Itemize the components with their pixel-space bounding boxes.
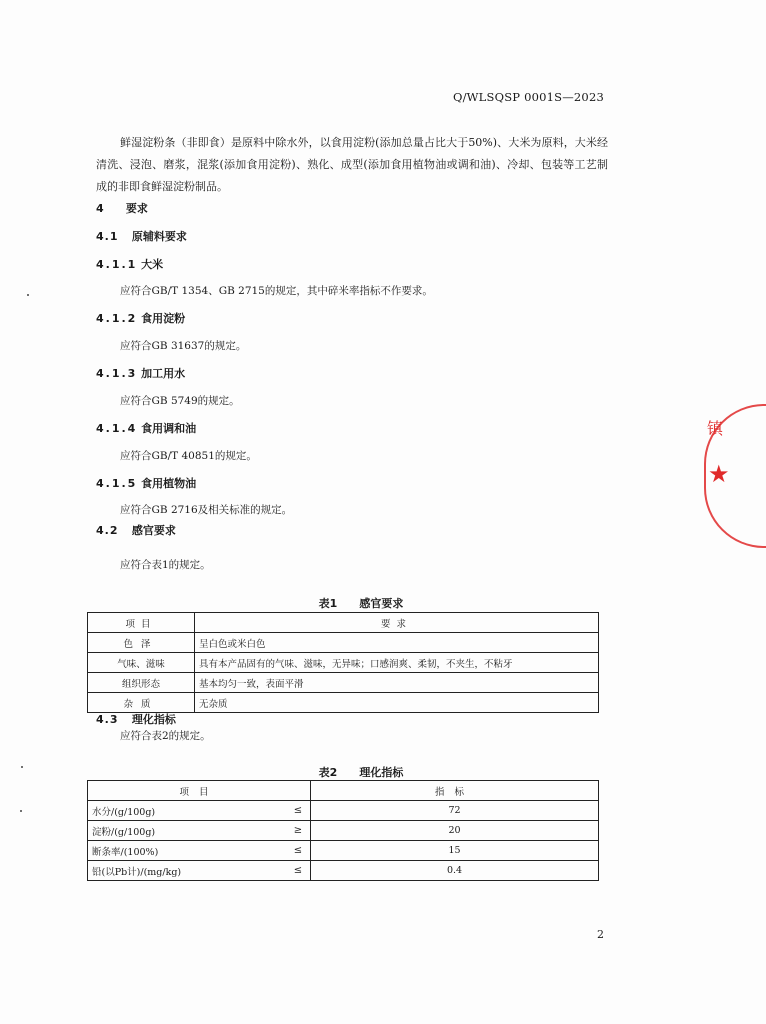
table2-caption-title: 理化指标: [359, 766, 404, 779]
section-4-1-2-text: 应符合GB 31637的规定。: [120, 340, 247, 352]
table-cell: 铅(以Pb计)/(mg/kg): [88, 861, 287, 881]
intro-paragraph: 鲜湿淀粉条（非即食）是原料中除水外，以食用淀粉(添加总量占比大于50%)、大米为原料，大米经清洗、浸泡、磨浆，混浆(添加食用淀粉)、熟化、成型(添加食用植物油或调和油)、冷却、包装等工艺制成的非即食鲜湿淀粉制品。: [96, 136, 608, 193]
section-4-3-text: 应符合表2的规定。: [120, 730, 211, 742]
table-row: [88, 821, 599, 841]
section-4-1-5-text: 应符合GB 2716及相关标准的规定。: [120, 504, 293, 516]
page-number: 2: [597, 928, 604, 941]
table-cell: 气味、滋味: [88, 653, 195, 673]
table-row: [88, 653, 599, 673]
table-cell: 杂质: [88, 693, 195, 713]
section-number: 4.1: [96, 230, 119, 243]
section-4-1-2-heading: [96, 310, 185, 326]
column-header-indicator: 指标: [311, 781, 599, 801]
seal-glyph: 镇: [707, 419, 724, 438]
section-title: 食用植物油: [141, 477, 197, 490]
table-row: [88, 673, 599, 693]
table-cell: 具有本产品固有的气味、滋味，无异味；口感润爽、柔韧，不夹生，不粘牙: [195, 653, 599, 673]
section-4-3-heading: [96, 711, 176, 727]
table1-caption-number: 表1: [318, 597, 338, 610]
section-4-1-5-heading: [96, 475, 196, 491]
section-number: 4.1.5: [96, 477, 138, 490]
star-icon: ★: [708, 460, 730, 488]
table-cell-symbol: ≤: [286, 841, 311, 861]
section-title: 食用调和油: [141, 422, 197, 435]
scan-speck: [21, 766, 23, 768]
scan-speck: [27, 294, 29, 296]
section-number: 4.1.2: [96, 312, 138, 325]
section-title: 大米: [141, 258, 164, 271]
red-seal-stamp: [704, 404, 730, 544]
section-4-2-heading: [96, 522, 176, 538]
section-4-1-3-heading: [96, 365, 185, 381]
table1-caption: [0, 595, 722, 611]
table-row: [88, 801, 599, 821]
section-4-2-text: 应符合表1的规定。: [120, 559, 211, 571]
table-cell-value: 15: [311, 841, 599, 861]
section-4-1-4-heading: [96, 420, 196, 436]
section-title: 加工用水: [141, 367, 186, 380]
section-number: 4.1.4: [96, 422, 138, 435]
section-4-1-1-heading: [96, 256, 163, 272]
standard-code: Q/WLSQSP 0001S—2023: [452, 90, 604, 104]
table-cell: 组织形态: [88, 673, 195, 693]
section-number: 4.3: [96, 713, 119, 726]
table-cell-value: 0.4: [311, 861, 599, 881]
table-cell: 淀粉/(g/100g): [88, 821, 287, 841]
table-cell: 呈白色或米白色: [195, 633, 599, 653]
section-title: 感官要求: [131, 524, 176, 537]
table-row: [88, 693, 599, 713]
column-header-item: 项目: [88, 781, 311, 801]
scan-speck: [20, 810, 22, 812]
table-cell-value: 20: [311, 821, 599, 841]
section-4-heading: [96, 200, 148, 216]
table-cell: 色泽: [88, 633, 195, 653]
section-number: 4.1.1: [96, 258, 138, 271]
sensory-requirements-table: [87, 612, 599, 713]
table2-caption: [0, 764, 722, 780]
section-4-1-1-text: 应符合GB/T 1354、GB 2715的规定，其中碎米率指标不作要求。: [120, 285, 433, 297]
table-cell: 断条率/(100%): [88, 841, 287, 861]
section-title: 要求: [125, 202, 148, 215]
table2-caption-number: 表2: [318, 766, 338, 779]
table-cell-symbol: ≥: [286, 821, 311, 841]
column-header-item: 项目: [88, 613, 195, 633]
section-4-1-heading: [96, 228, 187, 244]
section-number: 4: [96, 202, 105, 215]
table-cell-value: 72: [311, 801, 599, 821]
table-cell: 水分/(g/100g): [88, 801, 287, 821]
section-number: 4.1.3: [96, 367, 138, 380]
section-4-1-3-text: 应符合GB 5749的规定。: [120, 395, 240, 407]
table1-caption-title: 感官要求: [359, 597, 404, 610]
table-cell: 无杂质: [195, 693, 599, 713]
table-cell-symbol: ≤: [286, 801, 311, 821]
table-header-row: [88, 781, 599, 801]
table-row: [88, 841, 599, 861]
column-header-requirement: 要求: [195, 613, 599, 633]
table-cell-symbol: ≤: [286, 861, 311, 881]
physicochemical-indicators-table: [87, 780, 599, 881]
section-4-1-4-text: 应符合GB/T 40851的规定。: [120, 450, 257, 462]
section-number: 4.2: [96, 524, 119, 537]
table-row: [88, 633, 599, 653]
section-title: 食用淀粉: [141, 312, 186, 325]
section-title: 理化指标: [131, 713, 176, 726]
table-cell: 基本均匀一致，表面平滑: [195, 673, 599, 693]
table-header-row: [88, 613, 599, 633]
section-title: 原辅料要求: [131, 230, 187, 243]
table-row: [88, 861, 599, 881]
